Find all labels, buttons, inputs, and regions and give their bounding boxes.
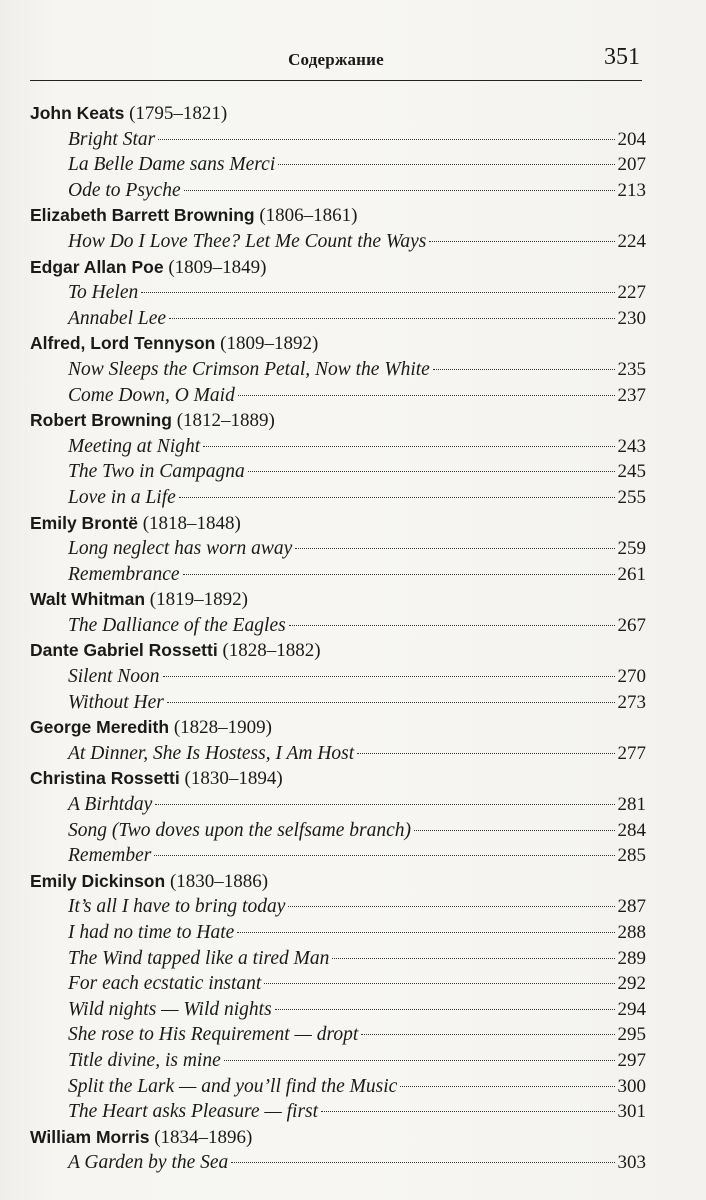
author-dates: (1828–1909) (173, 717, 272, 739)
dot-leader (332, 958, 614, 959)
toc-entry (30, 946, 646, 972)
poem-title: The Wind tapped like a tired Man (68, 947, 330, 969)
toc-entry (30, 485, 646, 511)
author-heading (30, 203, 646, 229)
page-reference: 243 (617, 435, 646, 457)
page-reference: 281 (617, 794, 646, 816)
page-reference: 207 (617, 154, 646, 176)
dot-leader (183, 574, 615, 575)
author-heading (30, 587, 646, 613)
poem-title: Remembrance (68, 563, 180, 585)
toc-entry (30, 1048, 646, 1074)
author-heading (30, 638, 646, 664)
dot-leader (158, 139, 614, 140)
toc-entry (30, 997, 646, 1023)
author-dates: (1812–1889) (176, 410, 275, 432)
dot-leader (295, 548, 614, 549)
author-name: John Keats (30, 103, 125, 123)
toc-entry (30, 613, 646, 639)
poem-title: Title divine, is mine (68, 1049, 221, 1071)
poem-title: The Heart asks Pleasure — first (68, 1101, 319, 1123)
page-reference: 287 (617, 896, 646, 918)
dot-leader (264, 983, 614, 984)
toc-entry (30, 741, 646, 767)
poem-title: The Two in Campagna (68, 461, 245, 483)
page-reference: 259 (617, 538, 646, 560)
page-reference: 301 (617, 1101, 646, 1123)
running-title: Содержание (288, 50, 384, 69)
dot-leader (357, 753, 614, 754)
poem-title: Song (Two doves upon the selfsame branch) (68, 819, 412, 841)
author-name: Elizabeth Barrett Browning (30, 205, 255, 226)
author-dates: (1795–1821) (129, 103, 228, 124)
poem-title: Come Down, O Maid (68, 384, 235, 406)
page-reference: 292 (617, 973, 646, 995)
page-reference: 213 (617, 179, 646, 201)
author-heading (30, 869, 646, 895)
page-number: 351 (604, 44, 640, 70)
dot-leader (288, 906, 614, 907)
author-dates: (1818–1848) (142, 512, 241, 534)
poem-title: La Belle Dame sans Merci (68, 154, 276, 176)
poem-title: I had no time to Hate (68, 922, 235, 943)
toc-entry (30, 562, 646, 588)
author-name: Christina Rossetti (30, 768, 180, 789)
poem-title: Wild nights — Wild nights (68, 998, 272, 1020)
page-reference: 255 (617, 486, 646, 508)
page-reference: 289 (617, 947, 646, 969)
poem-title: Without Her (68, 691, 164, 713)
page-reference: 267 (617, 614, 646, 636)
author-name: Dante Gabriel Rossetti (30, 640, 218, 661)
toc-entry (30, 459, 646, 485)
author-dates: (1809–1849) (168, 256, 267, 278)
toc-entry (30, 971, 646, 997)
page-reference: 295 (617, 1024, 646, 1046)
toc-entry (30, 792, 646, 818)
dot-leader (400, 1086, 614, 1087)
page-reference: 227 (617, 282, 646, 304)
dot-leader (278, 164, 614, 165)
author-name: Emily Brontë (30, 512, 138, 533)
toc-entry (30, 127, 646, 153)
toc-entry (30, 920, 646, 946)
page-reference: 245 (617, 461, 646, 483)
poem-title: Meeting at Night (68, 435, 201, 457)
dot-leader (414, 830, 614, 831)
page-reference: 284 (617, 819, 646, 841)
toc-entry (30, 306, 646, 332)
dot-leader (231, 1162, 614, 1163)
poem-title: For each ecstatic instant (68, 973, 262, 995)
toc-entry (30, 818, 646, 844)
dot-leader (429, 241, 614, 242)
poem-title: The Dalliance of the Eagles (68, 614, 286, 636)
toc-entry (30, 664, 646, 690)
page-reference: 261 (617, 563, 646, 585)
poem-title: Ode to Psyche (68, 179, 181, 201)
author-dates: (1819–1892) (149, 589, 248, 611)
author-heading (30, 255, 646, 281)
dot-leader (321, 1111, 614, 1112)
dot-leader (179, 497, 615, 498)
poem-title: Annabel Lee (68, 307, 167, 329)
page-reference: 273 (617, 691, 646, 713)
poem-title: To Helen (68, 282, 139, 304)
dot-leader (203, 446, 614, 447)
poem-title: A Garden by the Sea (68, 1152, 229, 1174)
toc-entry (30, 152, 646, 178)
author-name: Emily Dickinson (30, 870, 166, 891)
toc-entry (30, 1022, 646, 1048)
author-heading (30, 511, 646, 537)
author-heading (30, 408, 646, 434)
page-reference: 270 (617, 666, 646, 688)
poem-title: Long neglect has worn away (68, 538, 293, 560)
author-heading (30, 766, 646, 792)
author-heading (30, 101, 646, 127)
toc-entry (30, 280, 646, 306)
dot-leader (248, 471, 615, 472)
poem-title: She rose to His Requirement — dropt (68, 1024, 359, 1046)
poem-title: A Birhtday (68, 794, 153, 816)
author-heading (30, 715, 646, 741)
author-name: George Meredith (30, 717, 170, 738)
dot-leader (184, 190, 615, 191)
poem-title: It’s all I have to bring today (68, 896, 286, 918)
dot-leader (155, 804, 614, 805)
author-dates: (1828–1882) (222, 640, 321, 662)
dot-leader (361, 1034, 614, 1035)
author-name: Robert Browning (30, 410, 172, 431)
toc-entry (30, 1150, 646, 1176)
toc-entry (30, 434, 646, 460)
poem-title: Remember (68, 845, 152, 867)
poem-title: How Do I Love Thee? Let Me Count the Ways (68, 230, 427, 252)
dot-leader (141, 292, 614, 293)
dot-leader (238, 395, 615, 396)
toc-entry (30, 1074, 646, 1100)
poem-title: Now Sleeps the Crimson Petal, Now the White (68, 358, 430, 380)
page-reference: 224 (617, 230, 646, 252)
poem-title: Split the Lark — and you’ll find the Music (68, 1075, 398, 1097)
toc-entry (30, 229, 646, 255)
page-reference: 277 (617, 742, 646, 764)
poem-title: Bright Star (68, 128, 156, 150)
poem-title: Silent Noon (68, 666, 160, 688)
table-of-contents (30, 101, 646, 1176)
toc-entry (30, 1099, 646, 1125)
author-name: William Morris (30, 1126, 150, 1147)
author-dates: (1834–1896) (154, 1126, 253, 1148)
toc-entry (30, 894, 646, 920)
dot-leader (154, 855, 614, 856)
toc-entry (30, 536, 646, 562)
toc-entry (30, 178, 646, 204)
dot-leader (237, 932, 614, 933)
toc-entry (30, 383, 646, 409)
page-reference: 288 (617, 922, 646, 943)
dot-leader (167, 702, 615, 703)
page-reference: 285 (617, 845, 646, 867)
toc-entry (30, 357, 646, 383)
page-reference: 294 (617, 998, 646, 1020)
author-heading (30, 1125, 646, 1151)
dot-leader (169, 318, 614, 319)
toc-entry (30, 843, 646, 869)
dot-leader (433, 369, 615, 370)
toc-entry (30, 690, 646, 716)
dot-leader (275, 1009, 615, 1010)
author-dates: (1809–1892) (220, 333, 319, 355)
author-dates: (1806–1861) (259, 205, 358, 227)
page-reference: 297 (617, 1049, 646, 1071)
dot-leader (163, 676, 615, 677)
author-name: Edgar Allan Poe (30, 256, 164, 277)
poem-title: At Dinner, She Is Hostess, I Am Host (68, 742, 355, 764)
page-reference: 303 (617, 1152, 646, 1174)
author-name: Alfred, Lord Tennyson (30, 333, 216, 354)
author-name: Walt Whitman (30, 589, 146, 610)
poem-title: Love in a Life (68, 486, 176, 508)
page-reference: 230 (617, 307, 646, 329)
author-dates: (1830–1886) (169, 870, 269, 892)
page-reference: 204 (617, 128, 646, 150)
author-dates: (1830–1894) (184, 768, 283, 790)
page-reference: 235 (617, 358, 646, 380)
page-reference: 237 (617, 384, 646, 406)
author-heading (30, 331, 646, 357)
dot-leader (224, 1060, 615, 1061)
page-reference: 300 (617, 1075, 646, 1097)
page-header (30, 44, 642, 81)
dot-leader (289, 625, 615, 626)
